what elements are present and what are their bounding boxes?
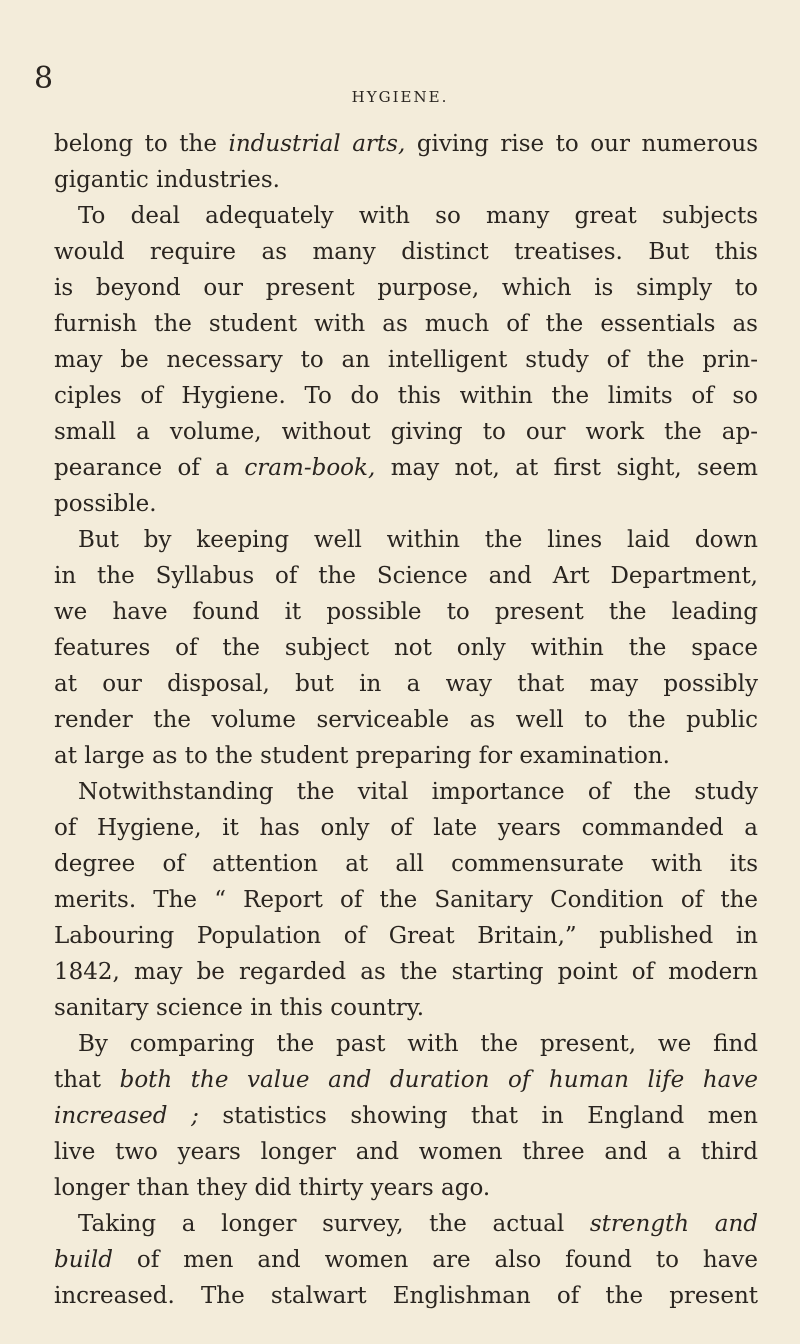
text-line (54, 918, 758, 954)
italic-text: industrial arts, (228, 131, 406, 157)
text-line (54, 270, 758, 306)
text-segment: at large as to the student preparing for examination. (54, 743, 670, 769)
text-segment: features of the subject not only within the space (54, 635, 758, 661)
text-segment: that (54, 1067, 120, 1093)
text-line (54, 630, 758, 666)
text-segment: But by keeping well within the lines laid down (78, 527, 758, 553)
italic-text: increased ; (54, 1103, 199, 1129)
text-segment: may be necessary to an intelligent study of the prin- (54, 347, 758, 373)
text-line (54, 702, 758, 738)
text-line (54, 846, 758, 882)
text-line (54, 774, 758, 810)
text-segment: we have found it possible to present the leading (54, 599, 758, 625)
running-title: HYGIENE. (351, 88, 449, 106)
italic-text: both the value and duration of human life have (119, 1067, 758, 1093)
text-segment: small a volume, without giving to our work the ap- (54, 419, 758, 445)
text-line (54, 1206, 758, 1242)
text-segment: of men and women are also found to have (112, 1247, 758, 1273)
text-line (54, 1098, 758, 1134)
text-segment: of Hygiene, it has only of late years commanded a (54, 815, 758, 841)
text-segment: statistics showing that in England men (198, 1103, 758, 1129)
text-segment: belong to the (54, 131, 229, 157)
text-segment: longer than they did thirty years ago. (54, 1175, 491, 1201)
text-line (54, 126, 758, 162)
text-segment: is beyond our present purpose, which is simply to (54, 275, 758, 301)
text-line (54, 738, 758, 774)
text-segment: live two years longer and women three and a third (54, 1139, 758, 1165)
text-line (54, 234, 758, 270)
text-segment: merits. The “ Report of the Sanitary Condition of the (54, 887, 758, 913)
text-line (54, 378, 758, 414)
text-segment: at our disposal, but in a way that may possibly (54, 671, 758, 697)
text-line (54, 306, 758, 342)
text-segment: ciples of Hygiene. To do this within the limits of so (54, 383, 758, 409)
text-segment: degree of attention at all commensurate with its (54, 851, 758, 877)
text-segment: pearance of a (54, 455, 245, 481)
text-line (54, 882, 758, 918)
text-segment: Taking a longer survey, the actual (78, 1211, 590, 1237)
text-line (54, 1026, 758, 1062)
text-segment: To deal adequately with so many great subjects (78, 203, 758, 229)
text-line (54, 450, 758, 486)
text-line (54, 666, 758, 702)
text-line (54, 1278, 758, 1314)
text-segment: would require as many distinct treatises. But this (54, 239, 758, 265)
text-line (54, 1062, 758, 1098)
text-line (54, 198, 758, 234)
text-segment: increased. The stalwart Englishman of the present (54, 1283, 758, 1309)
text-segment: sanitary science in this country. (54, 995, 425, 1021)
text-segment: furnish the student with as much of the essentials as (54, 311, 758, 337)
page-number: 8 (34, 61, 54, 96)
text-segment: gigantic industries. (54, 167, 280, 193)
text-line (54, 990, 758, 1026)
text-line (54, 486, 758, 522)
text-segment: in the Syllabus of the Science and Art Department, (54, 563, 758, 589)
text-line (54, 558, 758, 594)
italic-text: strength and (589, 1211, 758, 1237)
text-line (54, 1170, 758, 1206)
text-line (54, 1134, 758, 1170)
text-segment: Notwithstanding the vital importance of the study (78, 779, 758, 805)
text-segment: 1842, may be regarded as the starting point of modern (54, 959, 758, 985)
text-line (54, 522, 758, 558)
italic-text: cram-book, (244, 455, 376, 481)
body-text (54, 126, 758, 1314)
text-line (54, 162, 758, 198)
text-line (54, 594, 758, 630)
text-line (54, 810, 758, 846)
text-segment: giving rise to our numerous (405, 131, 758, 157)
text-segment: may not, at first sight, seem (375, 455, 758, 481)
text-segment: By comparing the past with the present, we find (78, 1031, 758, 1057)
italic-text: build (54, 1247, 113, 1273)
text-segment: Labouring Population of Great Britain,” published in (54, 923, 758, 949)
text-line (54, 342, 758, 378)
text-line (54, 1242, 758, 1278)
text-segment: possible. (54, 491, 157, 517)
text-line (54, 954, 758, 990)
text-line (54, 414, 758, 450)
text-segment: render the volume serviceable as well to the public (54, 707, 758, 733)
